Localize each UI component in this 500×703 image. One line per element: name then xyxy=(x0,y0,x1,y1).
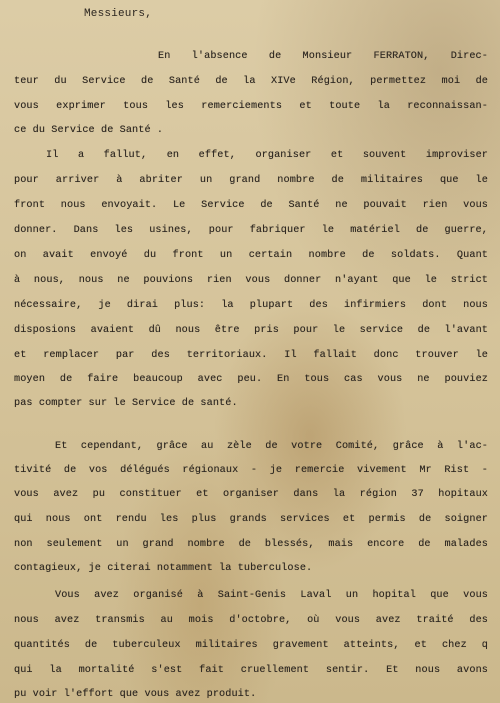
paragraph-2-line-9: et remplacer par des territoriaux. Il fallait donc trouver le xyxy=(14,350,488,361)
paragraph-4-line-4: qui la mortalité s'est fait cruellement sentir. Et nous avons xyxy=(14,665,488,676)
paragraph-1-line-1: En l'absence de Monsieur FERRATON, Direc- xyxy=(158,51,488,62)
paragraph-3-line-3: vous avez pu constituer et organiser dans la région 37 hopitaux xyxy=(14,489,488,500)
paragraph-2-line-7: nécessaire, je dirai plus: la plupart des infirmiers dont nous xyxy=(14,300,488,311)
paragraph-2-line-3: front nous envoyait. Le Service de Santé ne pouvait rien vous xyxy=(14,200,488,211)
paragraph-3-line-1: Et cependant, grâce au zèle de votre Comité, grâce à l'ac- xyxy=(55,441,488,452)
paragraph-3-line-6: contagieux, je citerai notamment la tuberculose. xyxy=(14,563,313,574)
paragraph-3-line-5: non seulement un grand nombre de blessés, mais encore de malades xyxy=(14,539,488,550)
paragraph-4-line-5: pu voir l'effort que vous avez produit. xyxy=(14,689,257,700)
paragraph-4-line-3: quantités de tuberculeux militaires gravement atteints, et chez q xyxy=(14,640,488,651)
paragraph-2-line-11: pas compter sur le Service de santé. xyxy=(14,398,238,409)
paragraph-2-line-2: pour arriver à abriter un grand nombre de militaires que le xyxy=(14,175,488,186)
salutation: Messieurs, xyxy=(84,8,153,20)
paragraph-1-line-2: teur du Service de Santé de la XIVe Région, permettez moi de xyxy=(14,76,488,87)
paragraph-4-line-2: nous avez transmis au mois d'octobre, où vous avez traité des xyxy=(14,615,488,626)
paragraph-2-line-4: donner. Dans les usines, pour fabriquer le matériel de guerre, xyxy=(14,225,488,236)
paragraph-3-line-4: qui nous ont rendu les plus grands services et permis de soigner xyxy=(14,514,488,525)
paragraph-2-line-1: Il a fallut, en effet, organiser et souvent improviser xyxy=(46,150,488,161)
paragraph-2-line-10: moyen de faire beaucoup avec peu. En tous cas vous ne pouviez xyxy=(14,374,488,385)
paragraph-1-line-4: ce du Service de Santé . xyxy=(14,125,164,136)
paragraph-2-line-6: à nous, nous ne pouvions rien vous donner n'ayant que le strict xyxy=(14,275,488,286)
paragraph-2-line-5: on avait envoyé du front un certain nombre de soldats. Quant xyxy=(14,250,488,261)
paragraph-3-line-2: tivité de vos délégués régionaux - je remercie vivement Mr Rist - xyxy=(14,465,488,476)
paragraph-2-line-8: disposions avaient dû nous être pris pour le service de l'avant xyxy=(14,325,488,336)
paragraph-1-line-3: vous exprimer tous les remerciements et toute la reconnaissan- xyxy=(14,101,488,112)
paragraph-4-line-1: Vous avez organisé à Saint-Genis Laval un hopital que vous xyxy=(55,590,488,601)
